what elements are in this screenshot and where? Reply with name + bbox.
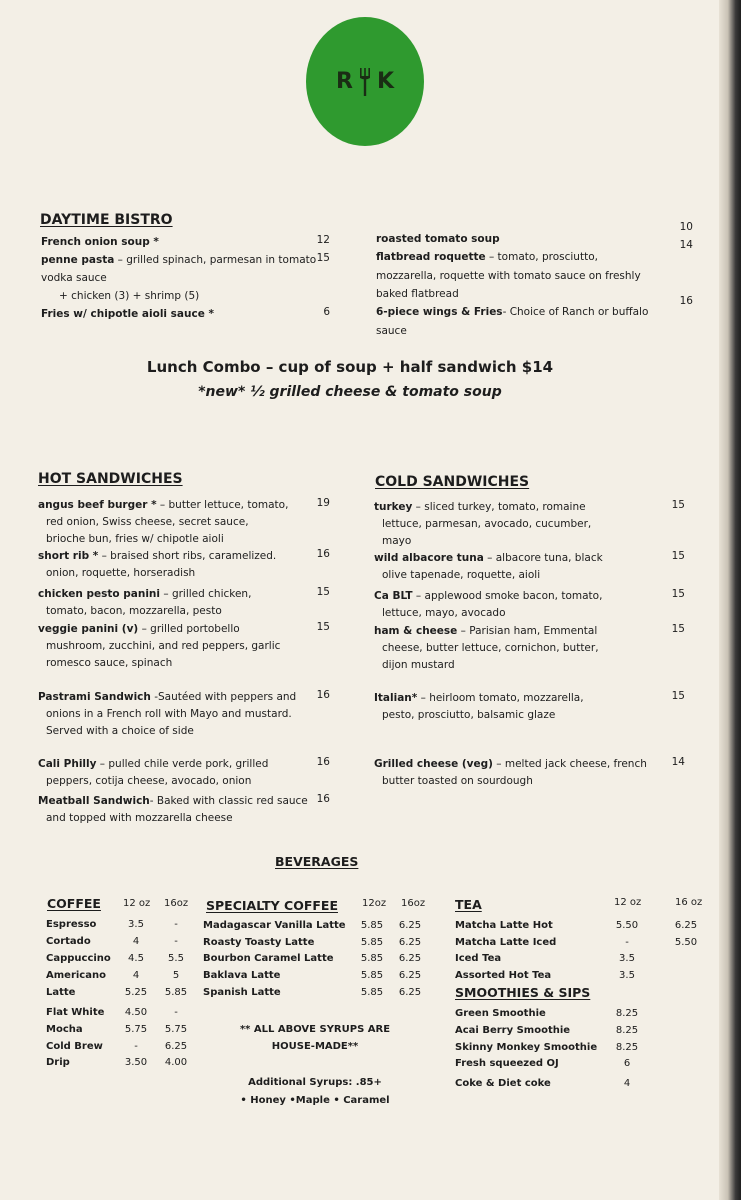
item-name: French onion soup *	[41, 236, 159, 248]
item-desc: - Baked with classic red sauce	[149, 795, 308, 807]
item-line	[374, 756, 674, 773]
item-price: 10	[679, 221, 693, 233]
coffee-size-12oz: 12 oz	[123, 898, 151, 909]
item-name: turkey	[374, 501, 413, 513]
menu-line	[376, 286, 666, 303]
tea-size-16oz: 16 oz	[675, 897, 703, 908]
item-name: chicken pesto panini	[38, 588, 161, 600]
beverage-price-12oz: 6	[623, 1058, 631, 1069]
sandwich-item	[38, 793, 338, 827]
item-line: onion, roquette, horseradish	[46, 567, 196, 579]
item-name: flatbread roquette	[376, 251, 486, 264]
item-line	[38, 689, 338, 706]
menu-line	[376, 323, 666, 340]
beverage-price-16oz: -	[174, 1007, 178, 1018]
item-name: Cali Philly	[38, 758, 97, 770]
menu-line	[376, 231, 666, 248]
beverage-name: Assorted Hot Tea	[455, 970, 552, 981]
item-name: short rib *	[38, 550, 99, 562]
beverage-price-12oz: 3.50	[124, 1057, 148, 1068]
beverage-price-12oz: 8.25	[615, 1008, 639, 1019]
item-price: 6	[323, 306, 330, 318]
item-line	[374, 623, 674, 640]
beverage-price-12oz: 5.85	[360, 953, 384, 964]
logo-letter-right: K	[376, 69, 394, 94]
item-name: 6-piece wings & Fries	[376, 306, 503, 319]
item-line: peppers, cotija cheese, avocado, onion	[46, 775, 252, 787]
coffee-heading: COFFEE	[47, 896, 101, 911]
item-price: 15	[671, 588, 685, 600]
specialty-size-16oz: 16oz	[401, 898, 426, 909]
beverages-heading: BEVERAGES	[275, 854, 359, 869]
beverage-name: Flat White	[46, 1007, 105, 1018]
item-name: wild albacore tuna	[374, 552, 484, 564]
beverage-price-16oz: 5.75	[164, 1024, 188, 1035]
item-desc: – sliced turkey, tomato, romaine	[412, 501, 586, 513]
item-price: 15	[671, 550, 685, 562]
beverage-name: Drip	[46, 1057, 70, 1068]
item-name: Fries w/ chipotle aioli sauce *	[41, 308, 214, 320]
beverage-price-16oz: 5	[172, 970, 180, 981]
item-line	[38, 548, 338, 565]
syrup-flavors: • Honey •Maple • Caramel	[240, 1095, 390, 1106]
item-line	[38, 756, 338, 773]
lunch-combo-line: Lunch Combo – cup of soup + half sandwich $14	[146, 358, 554, 376]
item-desc: – albacore tuna, black	[483, 552, 603, 564]
item-price: 14	[679, 239, 693, 251]
beverage-price-16oz: 6.25	[398, 953, 422, 964]
item-name: Meatball Sandwich	[38, 795, 150, 807]
beverage-price-16oz: -	[174, 936, 178, 947]
menu-line	[41, 252, 331, 269]
item-name: angus beef burger *	[38, 499, 157, 511]
item-price: 15	[316, 586, 330, 598]
item-desc: baked flatbread	[376, 287, 459, 300]
beverage-name: Matcha Latte Hot	[455, 920, 553, 931]
item-desc: – grilled chicken,	[160, 588, 252, 600]
beverage-name: Iced Tea	[455, 953, 502, 964]
item-desc: – tomato, prosciutto,	[485, 251, 598, 264]
beverage-price-12oz: 5.25	[124, 987, 148, 998]
beverage-name: Madagascar Vanilla Latte	[203, 920, 346, 931]
beverage-price-16oz: 4.00	[164, 1057, 188, 1068]
beverage-price-16oz: -	[174, 919, 178, 930]
sandwich-item	[374, 756, 674, 790]
beverage-price-12oz: 5.75	[124, 1024, 148, 1035]
fork-icon	[359, 68, 371, 96]
item-desc: vodka sauce	[41, 272, 107, 284]
syrups-note-line2: HOUSE-MADE**	[271, 1041, 359, 1052]
item-line: olive tapenade, roquette, aioli	[382, 569, 541, 581]
item-price: 15	[316, 252, 330, 264]
beverage-name: Fresh squeezed OJ	[455, 1058, 559, 1069]
item-price: 12	[316, 234, 330, 246]
sandwich-item	[38, 548, 338, 582]
beverage-price-12oz: 5.85	[360, 937, 384, 948]
item-line	[374, 588, 674, 605]
item-line	[374, 690, 674, 707]
item-name: Ca BLT	[374, 590, 413, 602]
sandwich-item	[374, 690, 674, 724]
beverage-name: Mocha	[46, 1024, 83, 1035]
item-price: 16	[316, 756, 330, 768]
menu-line	[41, 288, 331, 305]
item-line: dijon mustard	[382, 659, 455, 671]
item-name: Italian*	[374, 692, 418, 704]
item-line: butter toasted on sourdough	[382, 775, 533, 787]
beverage-price-12oz: 4.50	[124, 1007, 148, 1018]
menu-line	[376, 304, 666, 321]
beverage-price-12oz: 5.85	[360, 987, 384, 998]
item-price: 15	[671, 690, 685, 702]
beverage-price-16oz: 6.25	[398, 970, 422, 981]
beverage-price-12oz: 5.50	[615, 920, 639, 931]
item-desc: sauce	[376, 324, 407, 337]
beverage-name: Americano	[46, 970, 106, 981]
lunch-combo-new: *new* ½ grilled cheese & tomato soup	[198, 384, 502, 400]
beverage-price-16oz: 5.5	[168, 953, 184, 964]
item-price: 14	[671, 756, 685, 768]
beverage-name: Spanish Latte	[203, 987, 281, 998]
beverage-name: Latte	[46, 987, 76, 998]
item-price: 16	[316, 793, 330, 805]
item-line: lettuce, mayo, avocado	[382, 607, 506, 619]
beverage-price-12oz: 4.5	[128, 953, 144, 964]
sandwich-item	[374, 499, 674, 550]
item-line: cheese, butter lettuce, cornichon, butter,	[382, 642, 599, 654]
item-line	[374, 550, 674, 567]
beverage-name: Green Smoothie	[455, 1008, 546, 1019]
beverage-price-12oz: 5.85	[360, 920, 384, 931]
item-name: veggie panini (v)	[38, 623, 139, 635]
beverage-price-16oz: 6.25	[674, 920, 698, 931]
item-desc: + chicken (3) + shrimp (5)	[59, 290, 200, 302]
cold-sandwiches-heading: COLD SANDWICHES	[375, 474, 530, 490]
item-line: tomato, bacon, mozzarella, pesto	[46, 605, 222, 617]
specialty-size-12oz: 12oz	[362, 898, 387, 909]
tea-heading: TEA	[455, 897, 482, 912]
beverage-price-12oz: 4	[132, 970, 140, 981]
beverage-name: Bourbon Caramel Latte	[203, 953, 334, 964]
item-line: mayo	[382, 535, 412, 547]
item-desc: – grilled spinach, parmesan in tomato	[114, 254, 317, 266]
item-line: onions in a French roll with Mayo and mustard.	[46, 708, 292, 720]
item-price: 16	[679, 295, 693, 307]
beverage-price-12oz: 5.85	[360, 970, 384, 981]
specialty-coffee-heading: SPECIALTY COFFEE	[206, 898, 338, 913]
beverage-price-12oz: 8.25	[615, 1025, 639, 1036]
beverage-price-12oz: 4	[623, 1078, 631, 1089]
item-line: brioche bun, fries w/ chipotle aioli	[46, 533, 224, 545]
item-desc: – grilled portobello	[138, 623, 240, 635]
item-line: Served with a choice of side	[46, 725, 194, 737]
item-desc: – melted jack cheese, french	[492, 758, 647, 770]
item-desc: – pulled chile verde pork, grilled	[96, 758, 269, 770]
item-line: pesto, prosciutto, balsamic glaze	[382, 709, 556, 721]
menu-line	[41, 270, 331, 287]
beverage-price-12oz: 3.5	[128, 919, 144, 930]
beverage-price-16oz: 6.25	[164, 1041, 188, 1052]
beverage-price-16oz: 6.25	[398, 987, 422, 998]
syrups-note-line1: ** ALL ABOVE SYRUPS ARE	[239, 1024, 391, 1035]
beverage-price-12oz: 4	[132, 936, 140, 947]
menu-line	[41, 234, 331, 251]
item-desc: – Parisian ham, Emmental	[457, 625, 598, 637]
additional-syrups: Additional Syrups: .85+	[248, 1077, 382, 1088]
item-desc: mozzarella, roquette with tomato sauce on freshly	[376, 269, 641, 282]
beverage-name: Baklava Latte	[203, 970, 281, 981]
item-line: romesco sauce, spinach	[46, 657, 173, 669]
beverage-price-16oz: 6.25	[398, 920, 422, 931]
beverage-price-12oz: -	[134, 1041, 138, 1052]
item-price: 19	[316, 497, 330, 509]
sandwich-item	[38, 756, 338, 790]
item-line: and topped with mozzarella cheese	[46, 812, 233, 824]
beverage-price-16oz: 5.85	[164, 987, 188, 998]
item-line: lettuce, parmesan, avocado, cucumber,	[382, 518, 592, 530]
item-name: penne pasta	[41, 254, 115, 266]
sandwich-item	[374, 623, 674, 674]
daytime-bistro-heading: DAYTIME BISTRO	[40, 212, 173, 228]
beverage-name: Roasty Toasty Latte	[203, 937, 315, 948]
item-line	[38, 621, 338, 638]
item-name: Pastrami Sandwich	[38, 691, 151, 703]
sandwich-item	[374, 588, 674, 622]
item-name: roasted tomato soup	[376, 233, 500, 245]
item-name: Grilled cheese (veg)	[374, 758, 493, 770]
item-price: 15	[671, 499, 685, 511]
beverage-name: Espresso	[46, 919, 97, 930]
beverage-price-12oz: -	[625, 937, 629, 948]
item-line	[38, 497, 338, 514]
item-price: 15	[316, 621, 330, 633]
beverage-price-12oz: 3.5	[619, 953, 635, 964]
smoothies-heading: SMOOTHIES & SIPS	[455, 985, 591, 1000]
item-line: red onion, Swiss cheese, secret sauce,	[46, 516, 249, 528]
item-line	[38, 586, 338, 603]
item-line	[38, 793, 338, 810]
beverage-name: Cold Brew	[46, 1041, 103, 1052]
sandwich-item	[38, 621, 338, 672]
item-line	[374, 499, 674, 516]
restaurant-logo	[306, 17, 424, 146]
item-line: mushroom, zucchini, and red peppers, garlic	[46, 640, 281, 652]
beverage-price-12oz: 3.5	[619, 970, 635, 981]
beverage-price-16oz: 6.25	[398, 937, 422, 948]
item-price: 15	[671, 623, 685, 635]
item-desc: -Sautéed with peppers and	[150, 691, 297, 703]
menu-line	[376, 268, 666, 285]
beverage-name: Skinny Monkey Smoothie	[455, 1042, 598, 1053]
beverage-price-12oz: 8.25	[615, 1042, 639, 1053]
item-desc: - Choice of Ranch or buffalo	[502, 306, 649, 319]
tea-size-12oz: 12 oz	[614, 897, 642, 908]
beverage-name: Acai Berry Smoothie	[455, 1025, 571, 1036]
item-name: ham & cheese	[374, 625, 458, 637]
sandwich-item	[38, 586, 338, 620]
beverage-name: Coke & Diet coke	[455, 1078, 551, 1089]
beverage-name: Cappuccino	[46, 953, 111, 964]
hot-sandwiches-heading: HOT SANDWICHES	[38, 471, 183, 487]
item-desc: – applewood smoke bacon, tomato,	[412, 590, 603, 602]
sandwich-item	[374, 550, 674, 584]
beverage-name: Matcha Latte Iced	[455, 937, 557, 948]
beverage-price-16oz: 5.50	[674, 937, 698, 948]
item-price: 16	[316, 548, 330, 560]
beverage-name: Cortado	[46, 936, 91, 947]
item-desc: – heirloom tomato, mozzarella,	[417, 692, 584, 704]
item-desc: – braised short ribs, caramelized.	[98, 550, 277, 562]
menu-line	[376, 249, 666, 266]
sandwich-item	[38, 689, 338, 740]
item-price: 16	[316, 689, 330, 701]
menu-line	[41, 306, 331, 323]
coffee-size-16oz: 16oz	[164, 898, 189, 909]
sandwich-item	[38, 497, 338, 548]
item-desc: – butter lettuce, tomato,	[156, 499, 289, 511]
page-edge-shadow	[719, 0, 741, 1200]
logo-letter-left: R	[335, 69, 353, 94]
